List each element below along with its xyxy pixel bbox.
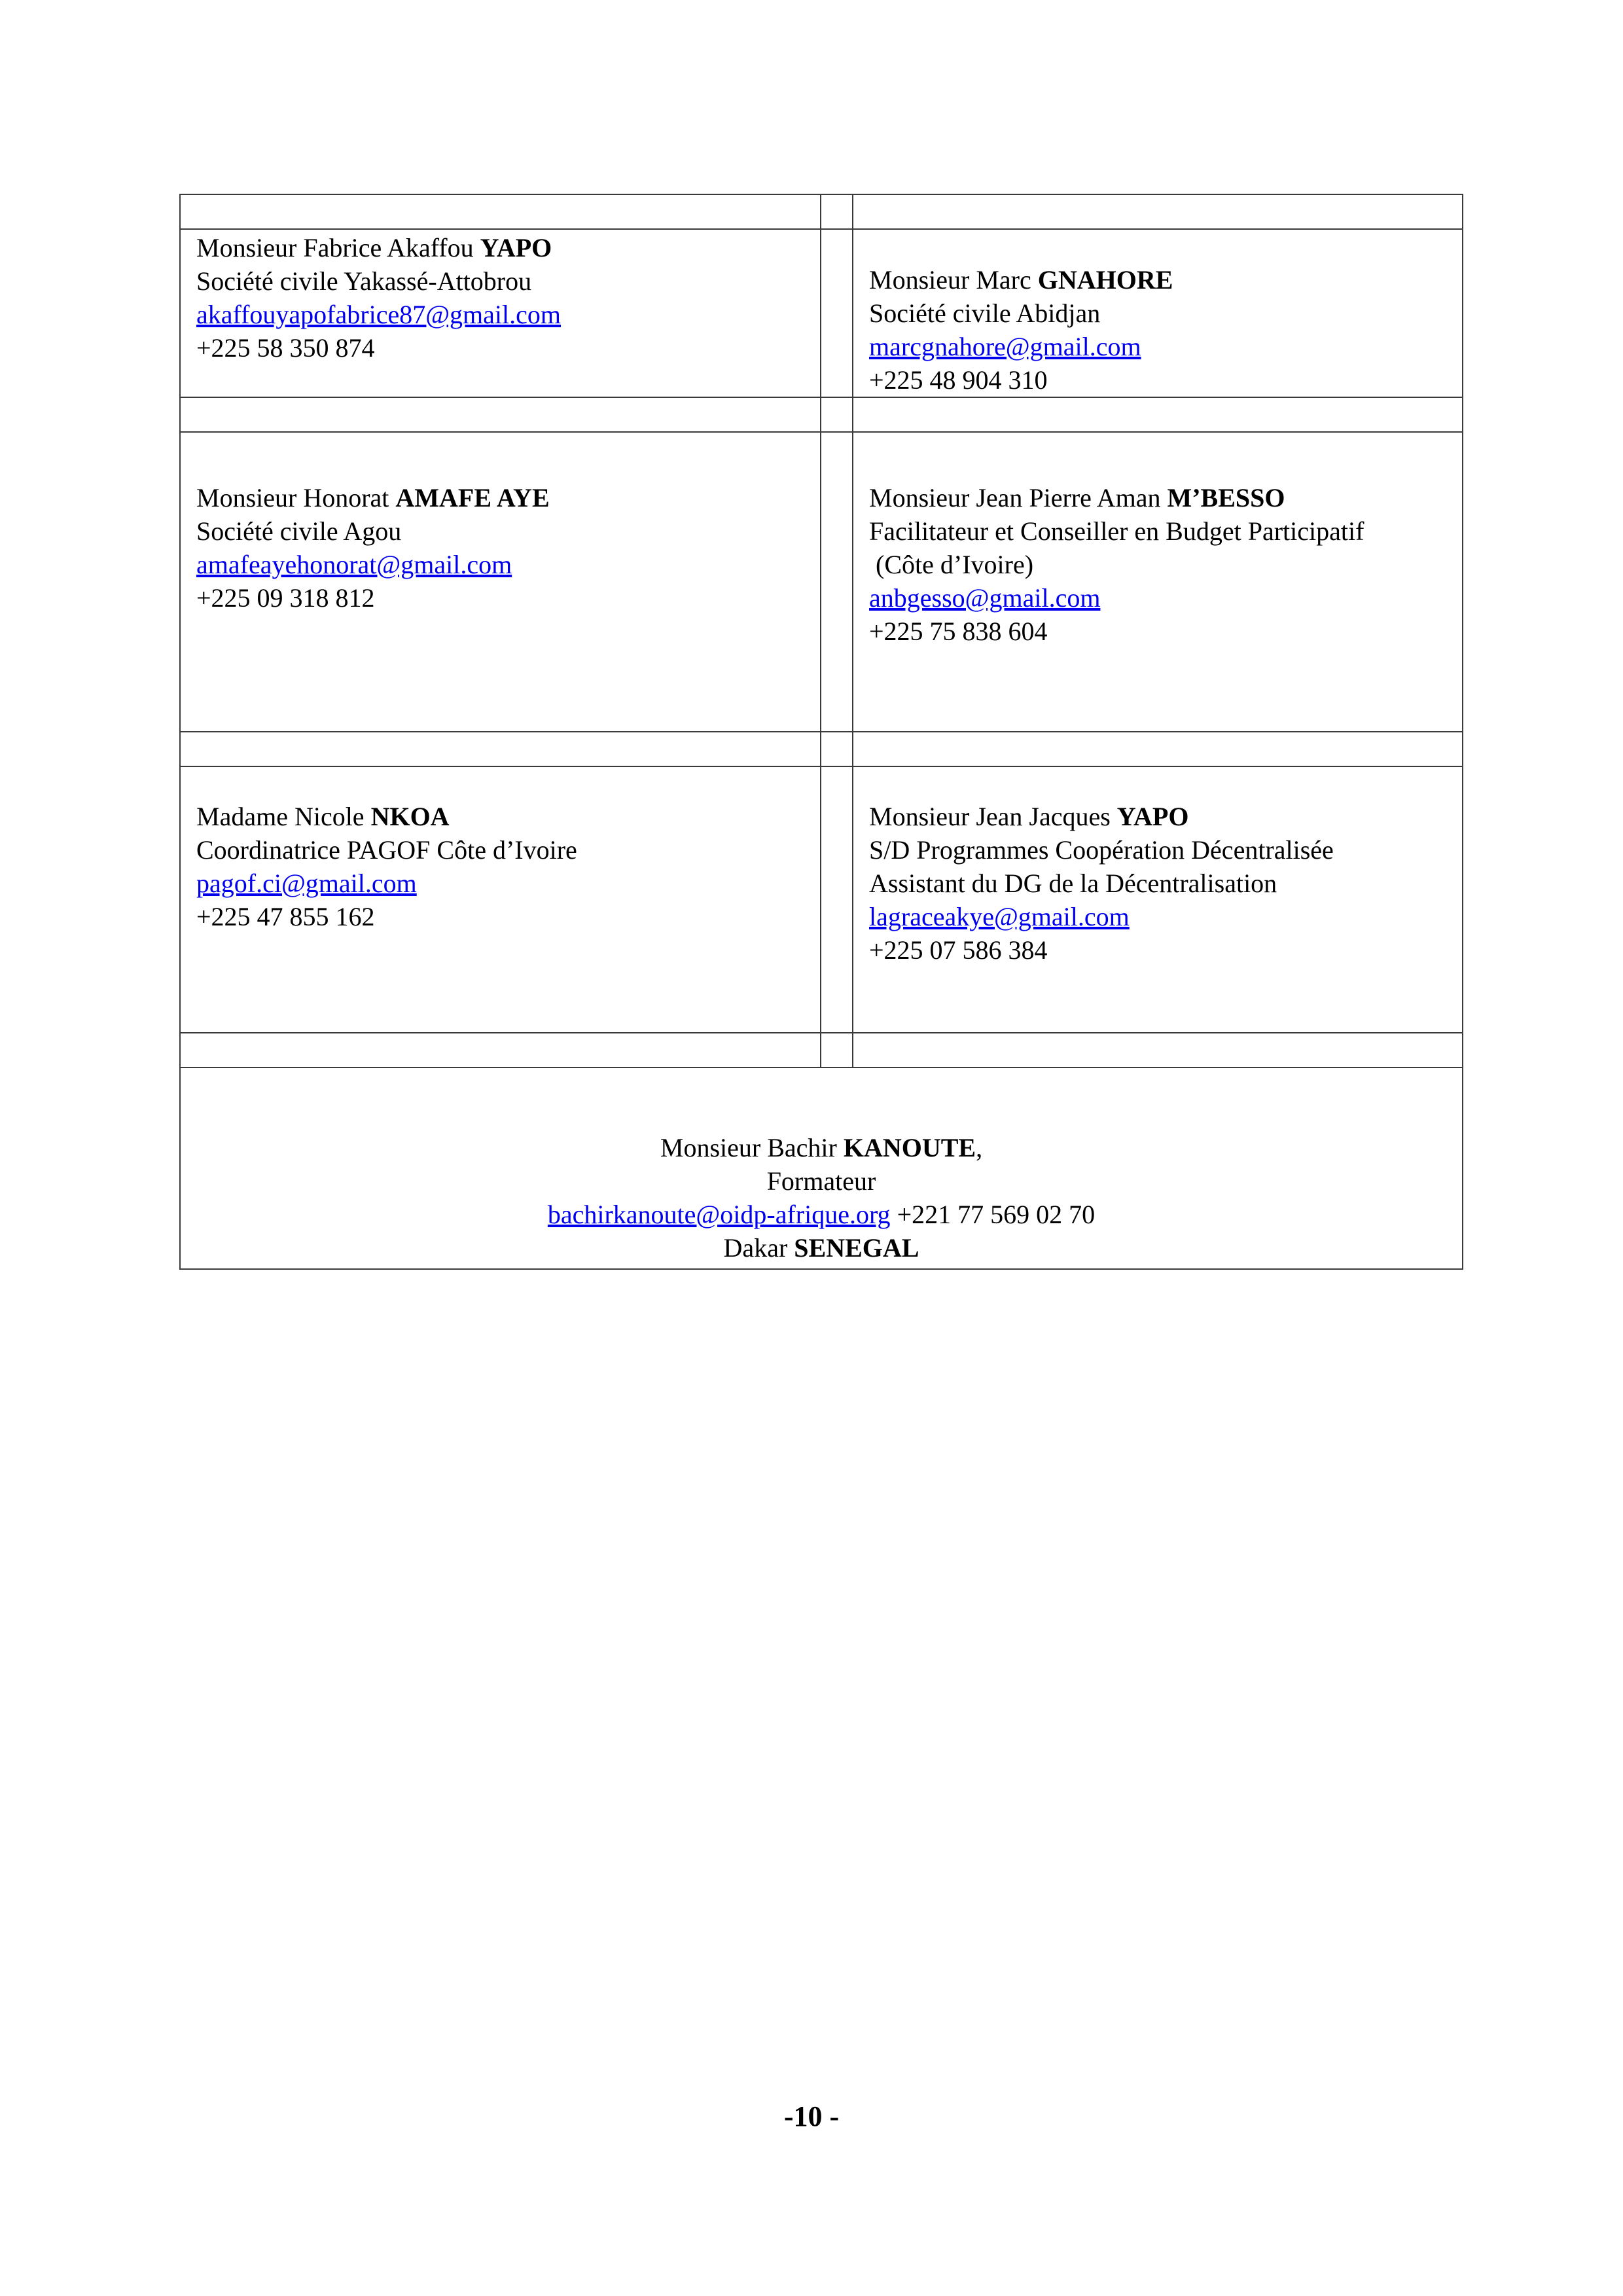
contact-name: Monsieur Marc GNAHORE [869, 265, 1173, 295]
table-spacer-row [180, 194, 1463, 229]
contact-cell [180, 229, 821, 397]
contact-cell [853, 432, 1463, 732]
contact-cell [853, 766, 1463, 1033]
contact-organization: Société civile Agou [196, 516, 402, 546]
contact-email-link[interactable]: amafeayehonorat@gmail.com [196, 550, 512, 579]
table-spacer-row [180, 1033, 1463, 1067]
table-row [180, 432, 1463, 732]
contact-phone: +225 09 318 812 [196, 583, 375, 613]
contact-role: Formateur [766, 1166, 876, 1196]
table-spacer-row [180, 732, 1463, 766]
table-spacer-row [180, 397, 1463, 432]
contacts-table [179, 194, 1463, 1270]
separator-cell [821, 229, 853, 397]
contact-name: Monsieur Fabrice Akaffou YAPO [196, 233, 552, 262]
contact-cell [180, 766, 821, 1033]
separator-cell [821, 432, 853, 732]
contact-email-link[interactable]: lagraceakye@gmail.com [869, 902, 1130, 931]
contact-name: Madame Nicole NKOA [196, 802, 450, 831]
contact-phone: +225 48 904 310 [869, 365, 1048, 395]
separator-cell [821, 766, 853, 1033]
contact-phone: +225 75 838 604 [869, 617, 1048, 646]
contact-name: Monsieur Bachir KANOUTE, [660, 1133, 983, 1162]
contact-phone: +221 77 569 02 70 [890, 1200, 1096, 1229]
contact-name: Monsieur Jean Jacques YAPO [869, 802, 1189, 831]
contact-cell [853, 229, 1463, 397]
contact-email-link[interactable]: anbgesso@gmail.com [869, 583, 1101, 613]
table-row [180, 1067, 1463, 1269]
contact-cell [180, 432, 821, 732]
contact-phone: +225 07 586 384 [869, 935, 1048, 965]
contact-role-secondary: Assistant du DG de la Décentralisation [869, 869, 1277, 898]
contact-organization: Société civile Yakassé-Attobrou [196, 266, 532, 296]
table-row [180, 766, 1463, 1033]
table-row [180, 229, 1463, 397]
contact-location: Dakar SENEGAL [723, 1233, 919, 1263]
contact-phone: +225 47 855 162 [196, 902, 375, 931]
contact-organization: Société civile Abidjan [869, 298, 1101, 328]
contact-name: Monsieur Honorat AMAFE AYE [196, 483, 550, 512]
contact-role: Facilitateur et Conseiller en Budget Participatif [869, 516, 1364, 546]
contact-email-link[interactable]: marcgnahore@gmail.com [869, 332, 1141, 361]
contact-name: Monsieur Jean Pierre Aman M’BESSO [869, 483, 1285, 512]
contact-country: (Côte d’Ivoire) [869, 550, 1034, 579]
contact-email-link[interactable]: pagof.ci@gmail.com [196, 869, 417, 898]
contact-email-link[interactable]: bachirkanoute@oidp-afrique.org [547, 1200, 891, 1229]
page-number: -10 - [783, 2100, 840, 2132]
contact-phone: +225 58 350 874 [196, 333, 375, 363]
contact-email-link[interactable]: akaffouyapofabrice87@gmail.com [196, 300, 561, 329]
contact-role: Coordinatrice PAGOF Côte d’Ivoire [196, 835, 577, 865]
contact-role: S/D Programmes Coopération Décentralisée [869, 835, 1334, 865]
trainer-contact-cell [180, 1067, 1463, 1269]
